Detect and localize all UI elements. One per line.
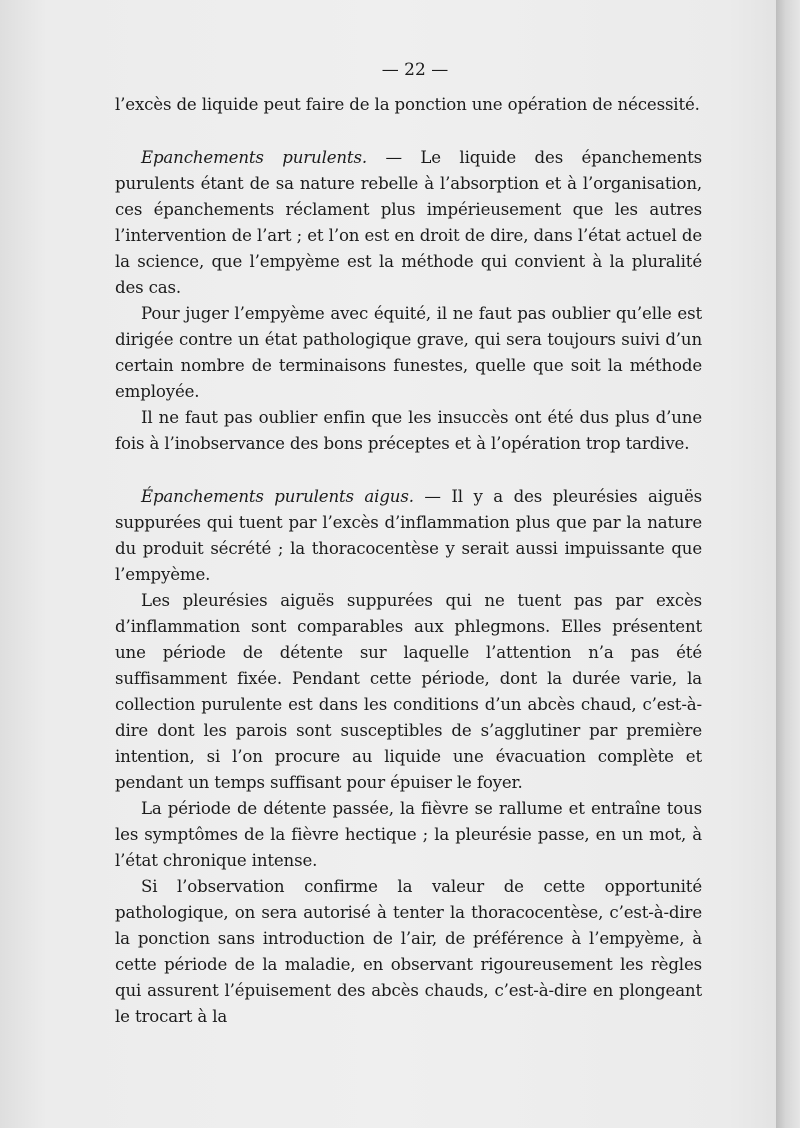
- paragraph-continuation: l’excès de liquide peut faire de la ponction une opération de nécessité.: [115, 95, 700, 114]
- paragraph-acute-purulent: [115, 484, 702, 588]
- paragraph-fever: La période de détente passée, la fièvre se rallume et entraîne tous les symptômes de la fièvre hectique ; la pleurésie passe, en un mot, à l’état chronique intense.: [115, 799, 702, 870]
- body-text: [115, 92, 702, 1030]
- paragraph-purulent-effusions: [115, 145, 702, 301]
- paragraph-text: — Il y a des pleurésies aiguës suppurées qui tuent par l’excès d’inflammation plus que par la nature du produit sécrété ; la thoracocentèse y serait aussi impuissante que l’empyème.: [115, 487, 703, 584]
- paragraph-failures: Il ne faut pas oublier enfin que les insuccès ont été dus plus d’une fois à l’inobservance des bons préceptes et à l’opération trop tardive.: [115, 408, 702, 453]
- paragraph-thoracocentesis: Si l’observation confirme la valeur de cette opportunité pathologique, on sera autorisé à tenter la thoracocentèse, c’est-à-dire la ponction sans introduction de l’air, de préférence à l’empyème, à cette période de la maladie, en observant rigoureusement les règles qui assurent l’épuisement des abcès chauds, c’est-à-dire en plongeant le trocart à la: [115, 877, 702, 1026]
- paragraph-text: — Le liquide des épanchements purulents étant de sa nature rebelle à l’absorption et à l’organisation, ces épanchements réclament plus impérieusement que les autres l’intervention de l’art ; et l’on est en droit de dire, dans l’état actuel de la science, que l’empyème est la méthode qui convient à la pluralité des cas.: [115, 148, 703, 297]
- paragraph-empyema-equity: Pour juger l’empyème avec équité, il ne faut pas oublier qu’elle est dirigée contre un état pathologique grave, qui sera toujours suivi d’un certain nombre de terminaisons funestes, quelle que soit la méthode employée.: [115, 304, 702, 401]
- page-number: — 22 —: [381, 60, 449, 80]
- paragraph-phlegmons: Les pleurésies aiguës suppurées qui ne tuent pas par excès d’inflammation sont comparables aux phlegmons. Elles présentent une période de détente sur laquelle l’attention n’a pas été suffisamment fixée. Pendant cette période, dont la durée varie, la collection purulente est dans les conditions d’un abcès chaud, c’est-à-dire dont les parois sont susceptibles de s’agglutiner par première intention, si l’on procure au liquide une évacuation complète et pendant un temps suffisant pour épuiser le foyer.: [115, 591, 702, 792]
- page-edge-shadow: [776, 0, 800, 1128]
- section-heading-purulent: Epanchements purulents.: [141, 148, 367, 167]
- section-heading-acute: Épanchements purulents aigus.: [141, 487, 414, 506]
